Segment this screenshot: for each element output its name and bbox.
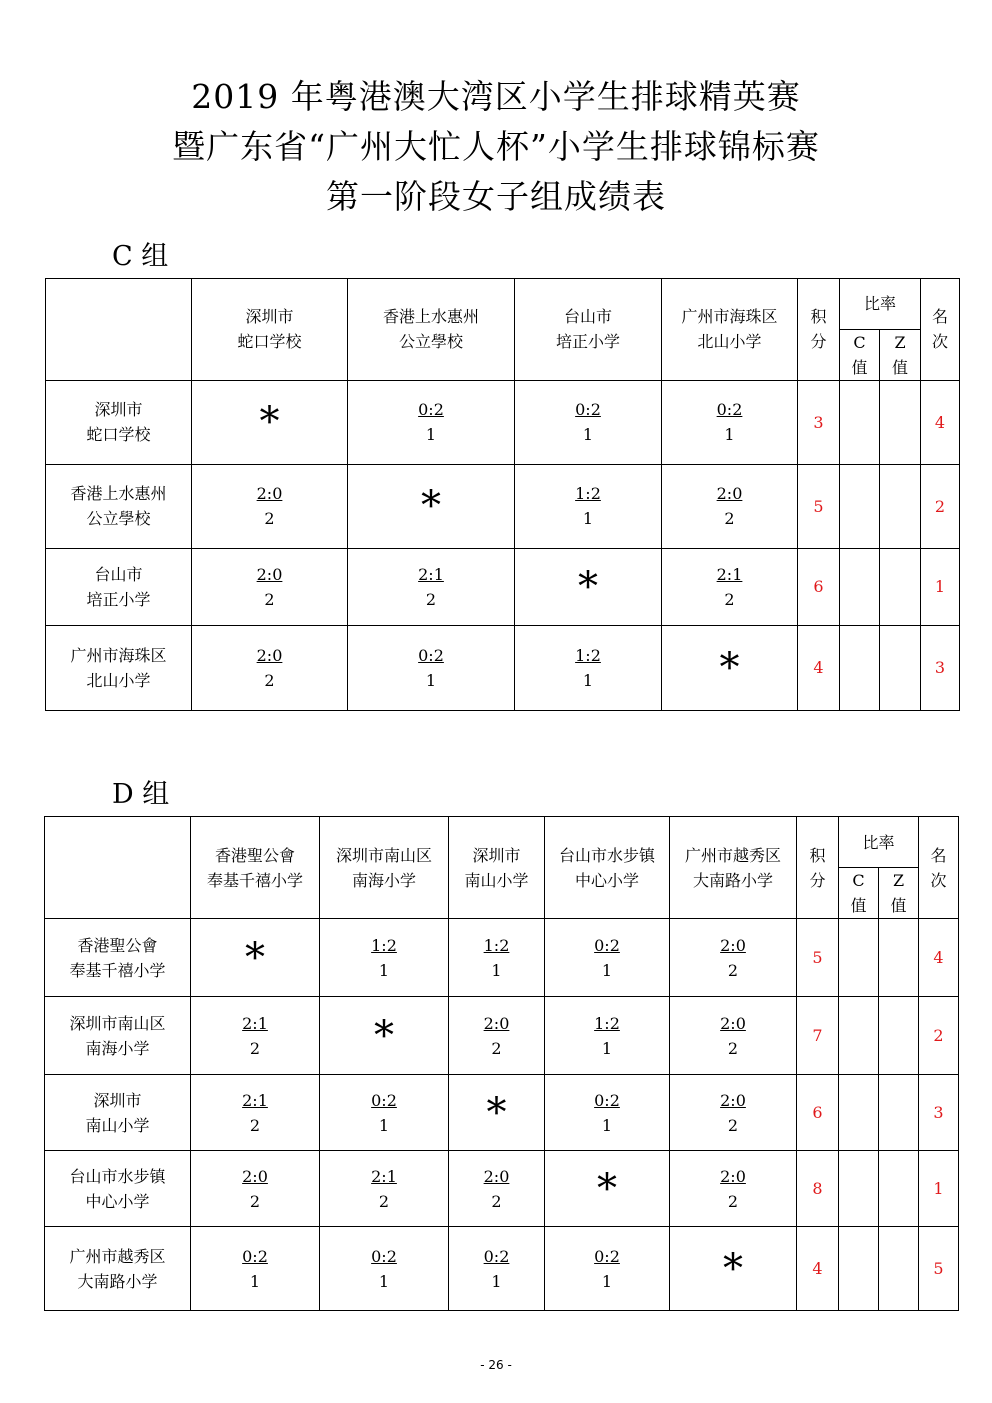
- z-value-cell: [880, 548, 921, 625]
- column-team-header: [320, 817, 449, 919]
- match-points: 1: [582, 509, 594, 528]
- rank-value: 1: [921, 548, 960, 625]
- c-value-cell: [840, 548, 880, 625]
- self-match-cell: [545, 1151, 670, 1227]
- column-team-header: [670, 817, 797, 919]
- self-match-asterisk: *: [486, 1089, 507, 1136]
- total-points: 8: [797, 1151, 839, 1227]
- table-row: [45, 919, 959, 997]
- self-match-asterisk: *: [374, 1012, 394, 1059]
- z-value-line: 值: [890, 896, 907, 915]
- self-match-cell: [191, 919, 320, 997]
- match-result-cell: [449, 1151, 545, 1227]
- c-value-cell: [839, 1151, 879, 1227]
- match-points: 1: [724, 425, 735, 444]
- match-result-cell: [449, 997, 545, 1075]
- c-value-line: 值: [850, 896, 867, 915]
- row-team-name: [45, 1075, 191, 1151]
- self-match-cell: [348, 464, 515, 548]
- team-name-line: 中心小学: [574, 870, 639, 890]
- match-score: 2:0: [242, 1166, 268, 1186]
- total-points: 4: [798, 625, 840, 710]
- title-line-3: 第一阶段女子组成绩表: [326, 177, 666, 216]
- match-points: 2: [491, 1038, 502, 1058]
- column-team-header: [191, 817, 320, 919]
- self-match-cell: [192, 380, 348, 464]
- match-result-cell: [449, 919, 545, 997]
- table-row: [46, 625, 960, 710]
- z-value-line: 值: [892, 357, 909, 377]
- z-value-cell: [879, 1151, 919, 1227]
- team-name-line: 香港聖公會: [77, 935, 158, 955]
- team-name-line: 培正小学: [555, 332, 620, 352]
- match-points: 2: [249, 1115, 261, 1135]
- match-score: 2:0: [256, 645, 283, 665]
- team-name-line: 南山小学: [85, 1115, 150, 1135]
- corner-cell: [45, 817, 191, 919]
- team-name-line: 深圳市: [93, 1090, 142, 1110]
- page-number: - 26 -: [480, 1358, 512, 1372]
- rank-header-line: 名: [930, 845, 947, 865]
- match-points: 1: [582, 425, 594, 444]
- match-points: 2: [249, 1191, 261, 1211]
- self-match-asterisk: *: [421, 483, 441, 529]
- team-name-line: 蛇口学校: [237, 332, 302, 352]
- rank-value: 4: [919, 919, 959, 997]
- header-row: [46, 279, 960, 330]
- c-value-cell: [840, 380, 880, 464]
- title-line-2: 暨广东省“广州大忙人杯”小学生排球锦标赛: [172, 127, 820, 166]
- match-result-cell: [192, 464, 348, 548]
- team-name-line: 培正小学: [86, 589, 151, 609]
- match-points: 2: [491, 1191, 502, 1211]
- match-result-cell: [662, 464, 798, 548]
- team-name-line: 广州市越秀区: [69, 1246, 166, 1266]
- match-score: 2:1: [716, 564, 743, 584]
- match-score: 0:2: [575, 400, 601, 419]
- match-score: 0:2: [594, 1090, 620, 1110]
- self-match-asterisk: *: [723, 1245, 743, 1292]
- match-result-cell: [670, 1075, 797, 1151]
- corner-cell: [46, 279, 192, 381]
- column-team-header: [348, 279, 515, 381]
- rank-value: 2: [921, 464, 960, 548]
- match-result-cell: [348, 548, 515, 625]
- z-value-header: [879, 868, 919, 919]
- team-name-line: 公立學校: [86, 509, 151, 528]
- points-header-line: 分: [809, 870, 826, 890]
- team-name-line: 台山市: [563, 307, 612, 327]
- match-result-cell: [320, 919, 449, 997]
- match-score: 2:0: [483, 1166, 510, 1186]
- self-match-cell: [515, 548, 662, 625]
- c-value-line: 值: [851, 357, 868, 377]
- team-name-line: 蛇口学校: [86, 425, 151, 444]
- self-match-asterisk: *: [719, 644, 740, 691]
- match-score: 0:2: [594, 935, 620, 955]
- z-value-cell: [879, 1075, 919, 1151]
- match-result-cell: [192, 625, 348, 710]
- match-points: 1: [601, 1115, 613, 1135]
- rank-header-line: 名: [932, 307, 949, 327]
- rank-value: 3: [919, 1075, 959, 1151]
- z-value-cell: [880, 380, 921, 464]
- match-points: 1: [425, 670, 437, 690]
- row-team-name: [46, 548, 192, 625]
- match-points: 1: [491, 1271, 502, 1291]
- team-name-line: 广州市越秀区: [684, 845, 781, 865]
- total-points: 3: [798, 380, 840, 464]
- rank-value: 4: [921, 380, 960, 464]
- rank-value: 5: [919, 1227, 959, 1311]
- c-value-cell: [840, 625, 880, 710]
- table-row: [46, 548, 960, 625]
- match-score: 2:0: [483, 1013, 510, 1033]
- team-name-line: 北山小学: [697, 332, 762, 352]
- match-score: 2:1: [242, 1013, 268, 1033]
- match-result-cell: [449, 1227, 545, 1311]
- match-result-cell: [192, 548, 348, 625]
- match-result-cell: [515, 625, 662, 710]
- column-team-header: [662, 279, 798, 381]
- total-points: 7: [797, 997, 839, 1075]
- ratio-header: 比率: [839, 817, 919, 868]
- table-row: [45, 997, 959, 1075]
- c-value-cell: [839, 997, 879, 1075]
- c-value-cell: [839, 1075, 879, 1151]
- match-score: 0:2: [242, 1246, 268, 1266]
- team-name-line: 香港上水惠州: [382, 307, 479, 327]
- header-row: [45, 817, 959, 868]
- match-points: 1: [249, 1271, 261, 1291]
- team-name-line: 深圳市南山区: [335, 845, 432, 865]
- total-points: 5: [797, 919, 839, 997]
- match-points: 2: [724, 589, 735, 609]
- points-header-line: 分: [810, 332, 827, 352]
- match-result-cell: [348, 625, 515, 710]
- team-name-line: 台山市水步镇: [69, 1166, 166, 1186]
- group-c-table: [45, 278, 960, 711]
- match-result-cell: [515, 380, 662, 464]
- match-result-cell: [191, 1075, 320, 1151]
- match-result-cell: [545, 1227, 670, 1311]
- match-score: 2:0: [720, 935, 746, 955]
- document-title: [0, 72, 992, 222]
- match-result-cell: [545, 919, 670, 997]
- team-name-line: 深圳市: [245, 307, 294, 327]
- c-value-line: C: [852, 871, 865, 890]
- team-name-line: 台山市水步镇: [558, 845, 655, 865]
- column-team-header: [515, 279, 662, 381]
- match-points: 2: [727, 960, 739, 980]
- match-result-cell: [545, 1075, 670, 1151]
- points-header: [798, 279, 840, 381]
- row-team-name: [45, 919, 191, 997]
- self-match-asterisk: *: [259, 399, 280, 445]
- total-points: 6: [798, 548, 840, 625]
- group-c-label: C 组: [112, 241, 169, 272]
- match-points: 1: [425, 425, 437, 444]
- match-score: 2:1: [371, 1166, 397, 1186]
- match-points: 1: [601, 1038, 613, 1058]
- rank-header-line: 次: [932, 332, 949, 352]
- team-name-line: 台山市: [94, 564, 143, 584]
- match-score: 0:2: [594, 1246, 620, 1266]
- self-match-cell: [449, 1075, 545, 1151]
- table-row: [46, 464, 960, 548]
- team-name-line: 深圳市: [472, 845, 521, 865]
- team-name-line: 广州市海珠区: [70, 645, 167, 665]
- c-value-header: [839, 868, 879, 919]
- team-name-line: 公立學校: [398, 332, 463, 352]
- ratio-header: 比率: [840, 279, 921, 330]
- self-match-cell: [320, 997, 449, 1075]
- match-score: 2:0: [720, 1166, 746, 1186]
- team-name-line: 深圳市南山区: [69, 1013, 166, 1033]
- match-result-cell: [662, 548, 798, 625]
- title-line-1: 2019 年粤港澳大湾区小学生排球精英赛: [191, 77, 801, 116]
- match-score: 0:2: [483, 1246, 510, 1266]
- match-result-cell: [662, 380, 798, 464]
- c-value-cell: [839, 1227, 879, 1311]
- match-score: 1:2: [575, 484, 601, 503]
- table-row: [45, 1227, 959, 1311]
- match-result-cell: [191, 1151, 320, 1227]
- match-points: 1: [582, 670, 594, 690]
- column-team-header: [545, 817, 670, 919]
- team-name-line: 南海小学: [351, 870, 416, 890]
- row-team-name: [46, 380, 192, 464]
- match-points: 2: [727, 1038, 739, 1058]
- row-team-name: [46, 625, 192, 710]
- match-points: 2: [727, 1115, 739, 1135]
- team-name-line: 中心小学: [85, 1191, 150, 1211]
- team-name-line: 南山小学: [464, 870, 529, 890]
- match-result-cell: [670, 1151, 797, 1227]
- row-team-name: [46, 464, 192, 548]
- match-result-cell: [320, 1227, 449, 1311]
- match-score: 1:2: [594, 1013, 620, 1033]
- team-name-line: 大南路小学: [77, 1271, 158, 1291]
- match-points: 2: [264, 670, 275, 690]
- z-value-cell: [879, 997, 919, 1075]
- table-row: [46, 380, 960, 464]
- match-score: 2:1: [418, 564, 444, 584]
- match-points: 2: [724, 509, 735, 528]
- match-points: 2: [264, 589, 275, 609]
- match-points: 2: [249, 1038, 261, 1058]
- match-points: 1: [378, 1271, 390, 1291]
- table-row: [45, 1075, 959, 1151]
- self-match-cell: [662, 625, 798, 710]
- rank-value: 1: [919, 1151, 959, 1227]
- team-name-line: 大南路小学: [692, 870, 773, 890]
- column-team-header: [449, 817, 545, 919]
- c-value-cell: [839, 919, 879, 997]
- match-result-cell: [191, 997, 320, 1075]
- team-name-line: 奉基千禧小学: [206, 870, 303, 890]
- match-result-cell: [320, 1075, 449, 1151]
- self-match-asterisk: *: [245, 934, 265, 981]
- column-team-header: [192, 279, 348, 381]
- match-result-cell: [515, 464, 662, 548]
- self-match-cell: [670, 1227, 797, 1311]
- team-name-line: 香港聖公會: [214, 845, 295, 865]
- z-value-cell: [879, 1227, 919, 1311]
- team-name-line: 广州市海珠区: [681, 307, 778, 327]
- points-header: [797, 817, 839, 919]
- match-points: 1: [378, 1115, 390, 1135]
- table-row: [45, 1151, 959, 1227]
- z-value-line: Z: [892, 871, 905, 890]
- match-score: 1:2: [575, 645, 601, 665]
- rank-value: 3: [921, 625, 960, 710]
- match-score: 2:0: [256, 484, 283, 503]
- match-points: 1: [601, 1271, 613, 1291]
- match-score: 2:1: [242, 1090, 268, 1110]
- c-value-cell: [840, 464, 880, 548]
- match-points: 1: [491, 960, 502, 980]
- points-header-line: 积: [810, 307, 827, 327]
- team-name-line: 香港上水惠州: [70, 484, 167, 503]
- match-score: 0:2: [418, 400, 444, 419]
- total-points: 5: [798, 464, 840, 548]
- match-score: 0:2: [371, 1090, 397, 1110]
- match-result-cell: [545, 997, 670, 1075]
- match-points: 2: [378, 1191, 390, 1211]
- rank-header-line: 次: [930, 870, 947, 890]
- team-name-line: 南海小学: [85, 1038, 150, 1058]
- self-match-asterisk: *: [597, 1165, 617, 1212]
- row-team-name: [45, 997, 191, 1075]
- match-score: 1:2: [483, 935, 510, 955]
- points-header-line: 积: [809, 845, 826, 865]
- match-score: 0:2: [418, 645, 444, 665]
- z-value-cell: [880, 464, 921, 548]
- team-name-line: 北山小学: [86, 670, 151, 690]
- z-value-cell: [879, 919, 919, 997]
- total-points: 6: [797, 1075, 839, 1151]
- rank-header: [921, 279, 960, 381]
- c-value-header: [840, 329, 880, 380]
- rank-value: 2: [919, 997, 959, 1075]
- self-match-asterisk: *: [578, 563, 598, 610]
- team-name-line: 深圳市: [94, 400, 143, 419]
- match-score: 1:2: [371, 935, 397, 955]
- match-result-cell: [670, 919, 797, 997]
- row-team-name: [45, 1227, 191, 1311]
- match-points: 1: [601, 960, 613, 980]
- row-team-name: [45, 1151, 191, 1227]
- match-points: 2: [425, 589, 437, 609]
- match-result-cell: [348, 380, 515, 464]
- z-value-line: Z: [894, 332, 906, 352]
- rank-header: [919, 817, 959, 919]
- c-value-line: C: [853, 332, 866, 352]
- match-points: 1: [378, 960, 390, 980]
- match-result-cell: [670, 997, 797, 1075]
- match-score: 0:2: [371, 1246, 397, 1266]
- group-d-table: [44, 816, 959, 1311]
- group-d-label: D 组: [112, 779, 170, 810]
- total-points: 4: [797, 1227, 839, 1311]
- match-points: 2: [264, 509, 275, 528]
- team-name-line: 奉基千禧小学: [69, 960, 166, 980]
- match-score: 2:0: [720, 1090, 746, 1110]
- match-result-cell: [320, 1151, 449, 1227]
- match-score: 2:0: [256, 564, 283, 584]
- match-score: 2:0: [716, 484, 743, 503]
- match-result-cell: [191, 1227, 320, 1311]
- match-score: 0:2: [716, 400, 743, 419]
- z-value-cell: [880, 625, 921, 710]
- match-points: 2: [727, 1191, 739, 1211]
- match-score: 2:0: [720, 1013, 746, 1033]
- z-value-header: [880, 329, 921, 380]
